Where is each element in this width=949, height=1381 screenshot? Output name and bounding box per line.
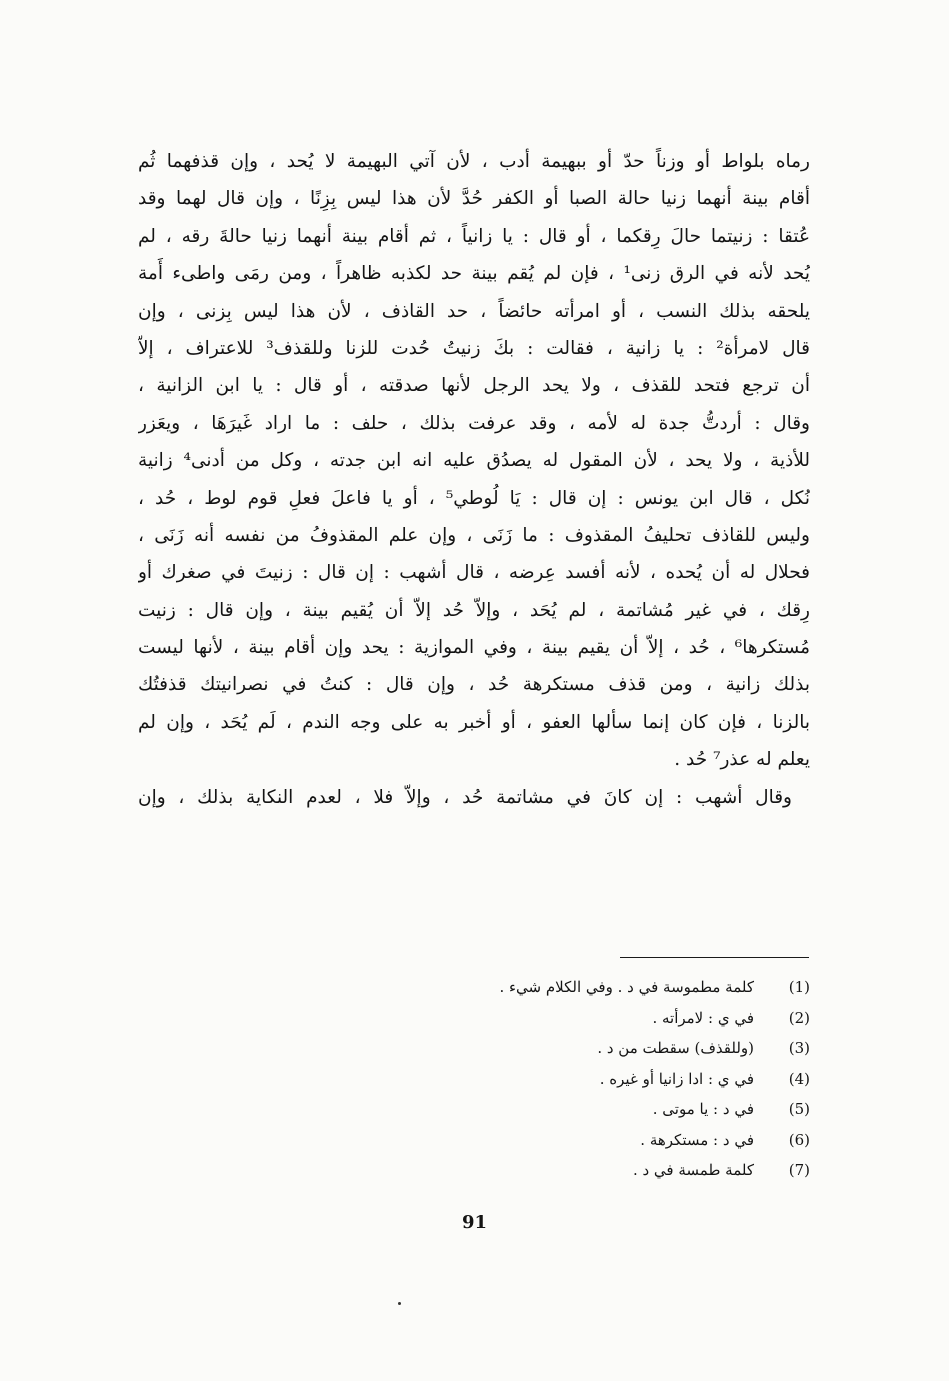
footnote-item (420, 1033, 810, 1064)
footnote-item (420, 1064, 810, 1095)
text-line: بالزنا ، فإن كان إنما سألها العفو ، أو أخبر به على وجه الندم ، لَم يُحَد ، وإن لم (138, 711, 810, 733)
footnote-text: كلمة طمسة في د . (632, 1161, 754, 1179)
footnote-number: (3) (788, 1039, 810, 1057)
text-line: عُتقا : زنيتما حالَ رِقكما ، أو قال : يا زانياً ، ثم أقام بينة أنهما زنيا حالةَ رقه ، لم (138, 225, 810, 247)
text-line: أقام بينة أنهما زنيا حالة الصبا أو الكفر حُدَّ لأن هذا ليس بِزِنًا ، وإن قال لهما وقد (138, 188, 810, 210)
text-line: نُكل ، قال ابن يونس : إن قال : يَا لُوطي⁵ ، أو يا فاعلَ فعلِ قوم لوط ، حُد ، (138, 487, 810, 509)
scan-speck (398, 1302, 401, 1305)
footnote-text: (وللقذف) سقطت من د . (597, 1039, 754, 1057)
main-text-block (138, 143, 810, 816)
footnote-item (420, 1094, 810, 1125)
footnotes-list (420, 972, 810, 1186)
footnote-text: كلمة مطموسة في د . وفي الكلام شيء . (499, 978, 754, 996)
text-line: بذلك زانية ، ومن قذف مستكرهة حُد ، وإن قال : كنتُ في نصرانيتك قذفتُك (138, 674, 810, 696)
footnote-item (420, 972, 810, 1003)
footnote-number: (6) (788, 1130, 810, 1149)
text-line: قال لامرأة² : يا زانية ، فقالت : بكَ زنيتُ حُدت للزنا وللقذف³ للاعتراف ، إلاّ (138, 337, 810, 359)
footnote-text: في ي : لامرأته . (652, 1008, 754, 1027)
text-line: رِقك ، في غير مُشاتمة ، لم يُحَد ، وإلاّ حُد إلاّ أن يُقيم بينة ، وإن قال : زنيت (138, 599, 810, 621)
footnote-number: (5) (788, 1100, 810, 1118)
footnote-text: في د : يا موتى . (652, 1100, 754, 1118)
footnote-item (420, 1125, 810, 1156)
text-line: للأذية ، ولا يحد ، لأن المقول له يصدُق عليه انه ابن جدته ، وكل من أدنى⁴ زانية (138, 450, 810, 472)
footnote-item (420, 1155, 810, 1186)
text-line: وقال : أردتُّ جدة له لأمه ، وقد عرفت بذلك ، حلف : ما اراد غَيرَهَا ، ويعَزر (138, 412, 810, 434)
text-line: يُحد لأنه في الرق زنى¹ ، فإن لم يُقم بينة حد لكذبه ظاهراً ، ومن رمَى واطىء أَمة (138, 263, 810, 285)
text-line: يلحقه بذلك النسب ، أو امرأته حائضاً ، حد القاذف ، لأن هذا ليس بِزنى ، وإن (138, 300, 810, 322)
footnote-text: في د : مستكرهة . (640, 1130, 754, 1149)
footnote-number: (2) (788, 1008, 810, 1027)
footnote-number: (4) (788, 1069, 810, 1088)
text-line: مُستكرها⁶ ، حُد ، إلاّ أن يقيم بينة ، وفي الموازية : يحد وإن أقام بينة ، لأنها ليست (138, 637, 810, 659)
footnote-item (420, 1003, 810, 1034)
footnote-divider (620, 957, 809, 958)
text-line: يعلم له عذر⁷ حُد . (674, 749, 810, 771)
text-line: وليس للقاذف تحليفُ المقذوف : ما زَنَى ، وإن علم المقذوفُ من نفسه أنه زَنَى ، (138, 524, 810, 546)
text-line: رماه بلواط أو وزناً حدّ أو ببهيمة أدب ، لأن آتي البهيمة لا يُحد ، وإن قذفهما ثُم (138, 151, 810, 172)
text-line: أن ترجع فتحد للقذف ، ولا يحد الرجل لأنها صدقته ، أو قال : يا ابن الزانية ، (138, 375, 810, 397)
footnote-number: (1) (788, 978, 810, 996)
text-line: وقال أشهب : إن كانَ في مشاتمة حُد ، وإلاّ فلا ، لعدم النكاية بذلك ، وإن (138, 786, 792, 808)
page-number: 91 (461, 1212, 488, 1233)
text-line: فحلال له أن يُحده ، لأنه أفسد عِرضه ، قال أشهب : إن قال : زنيتَ في صغرك أو (138, 562, 810, 584)
footnote-number: (7) (788, 1161, 810, 1179)
footnote-text: في ي : ادا زانيا أو غيره . (599, 1069, 754, 1088)
